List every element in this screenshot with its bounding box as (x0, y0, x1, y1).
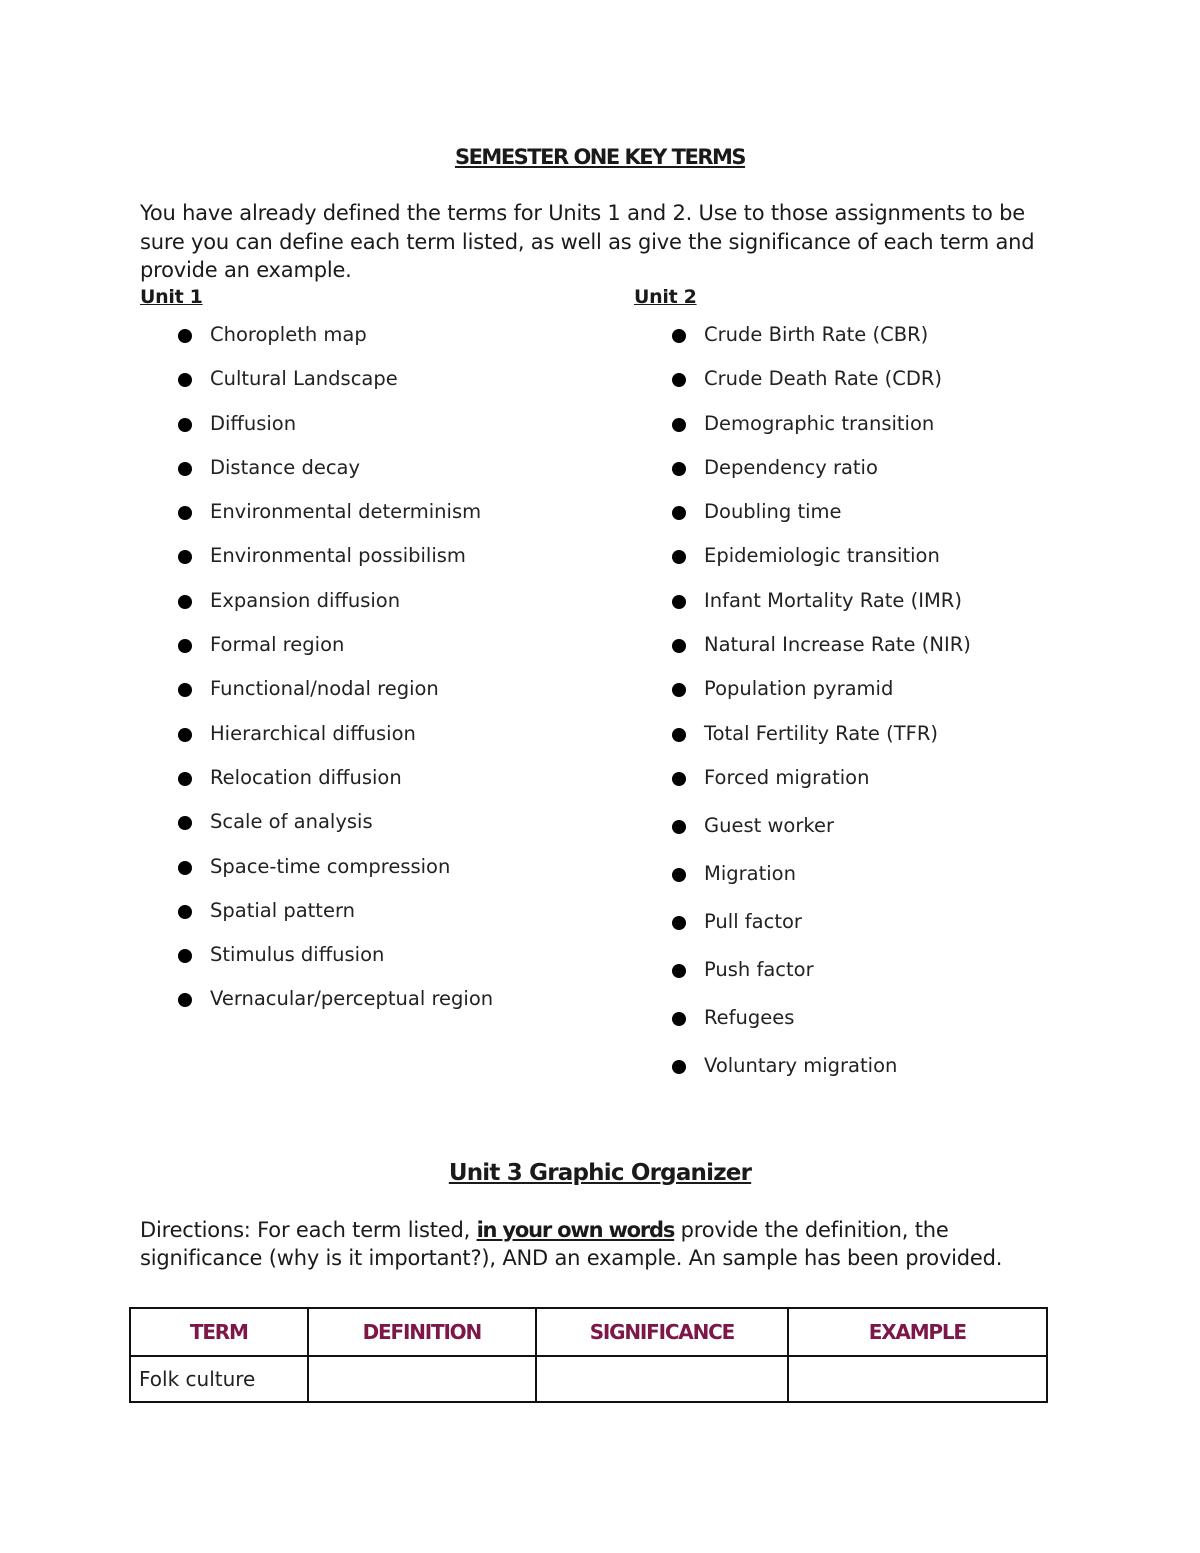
bullet-icon (178, 683, 192, 697)
term-item (634, 499, 1104, 543)
bullet-icon (178, 861, 192, 875)
bullet-icon (178, 462, 192, 476)
term-label: Formal region (210, 633, 345, 657)
unit-1-column (140, 284, 610, 1031)
term-item (140, 632, 610, 676)
term-item (634, 813, 1104, 861)
bullet-icon (672, 772, 686, 786)
term-label: Crude Death Rate (CDR) (704, 367, 943, 391)
term-label: Hierarchical diffusion (210, 721, 416, 745)
graphic-organizer-table (129, 1307, 1048, 1403)
cell-significance[interactable] (536, 1356, 788, 1402)
cell-example[interactable] (788, 1356, 1047, 1402)
bullet-icon (178, 506, 192, 520)
term-label: Relocation diffusion (210, 765, 402, 789)
bullet-icon (672, 728, 686, 742)
term-label: Forced migration (704, 765, 870, 789)
term-label: Spatial pattern (210, 898, 355, 922)
term-item (140, 898, 610, 942)
term-label: Pull factor (704, 909, 802, 933)
term-label: Guest worker (704, 813, 834, 837)
term-label: Demographic transition (704, 411, 935, 435)
bullet-icon (178, 728, 192, 742)
bullet-icon (178, 418, 192, 432)
term-label: Stimulus diffusion (210, 943, 385, 967)
bullet-icon (178, 595, 192, 609)
bullet-icon (178, 905, 192, 919)
term-item (634, 588, 1104, 632)
unit-2-column (634, 284, 1104, 1101)
table-row (130, 1356, 1047, 1402)
term-item (140, 765, 610, 809)
bullet-icon (672, 595, 686, 609)
directions-paragraph (140, 1216, 1060, 1272)
term-item (634, 861, 1104, 909)
term-label: Migration (704, 861, 796, 885)
bullet-icon (178, 550, 192, 564)
term-label: Epidemiologic transition (704, 544, 940, 568)
term-item (140, 455, 610, 499)
term-item (140, 986, 610, 1030)
bullet-icon (178, 373, 192, 387)
bullet-icon (672, 1060, 686, 1074)
term-label: Population pyramid (704, 677, 894, 701)
term-item (140, 854, 610, 898)
bullet-icon (672, 373, 686, 387)
term-item (634, 455, 1104, 499)
bullet-icon (672, 639, 686, 653)
directions-text-start: Directions: For each term listed, (140, 1218, 477, 1242)
bullet-icon (178, 329, 192, 343)
term-item (140, 942, 610, 986)
term-item (140, 676, 610, 720)
term-item (634, 543, 1104, 587)
term-item (634, 1005, 1104, 1053)
term-item (140, 499, 610, 543)
term-item (140, 721, 610, 765)
term-item (634, 909, 1104, 957)
term-label: Environmental determinism (210, 500, 482, 524)
directions-emphasis: in your own words (476, 1218, 675, 1242)
header-term: TERM (130, 1308, 308, 1356)
bullet-icon (672, 683, 686, 697)
term-label: Vernacular/perceptual region (210, 987, 494, 1011)
bullet-icon (672, 329, 686, 343)
bullet-icon (672, 462, 686, 476)
term-label: Scale of analysis (210, 810, 373, 834)
term-label: Refugees (704, 1005, 795, 1029)
term-label: Total Fertility Rate (TFR) (704, 721, 938, 745)
bullet-icon (672, 1012, 686, 1026)
bullet-icon (178, 816, 192, 830)
term-item (634, 411, 1104, 455)
term-item (140, 366, 610, 410)
term-item (634, 366, 1104, 410)
page-title: SEMESTER ONE KEY TERMS (454, 145, 746, 169)
term-label: Cultural Landscape (210, 367, 398, 391)
bullet-icon (672, 916, 686, 930)
cell-term: Folk culture (130, 1356, 308, 1402)
term-label: Voluntary migration (704, 1053, 898, 1077)
term-label: Distance decay (210, 455, 361, 479)
bullet-icon (672, 506, 686, 520)
bullet-icon (178, 772, 192, 786)
bullet-icon (672, 418, 686, 432)
header-significance: SIGNIFICANCE (536, 1308, 788, 1356)
term-label: Diffusion (210, 411, 297, 435)
header-definition: DEFINITION (308, 1308, 537, 1356)
bullet-icon (672, 868, 686, 882)
term-item (140, 588, 610, 632)
intro-paragraph: You have already defined the terms for Units 1 and 2. Use to those assignments to be sure you can define each term listed, as well as give the significance of each term and provide an example. (140, 201, 1035, 282)
term-label: Push factor (704, 957, 814, 981)
directions-text-end: provide the definition, the significance (why is it important?), AND an example. An sample has been provided. (140, 1218, 1003, 1270)
term-label: Natural Increase Rate (NIR) (704, 633, 971, 657)
term-item (634, 957, 1104, 1005)
term-label: Choropleth map (210, 323, 367, 346)
term-item (634, 765, 1104, 813)
unit-1-term-list (140, 322, 610, 1031)
term-label: Expansion diffusion (210, 588, 401, 612)
unit-1-heading: Unit 1 (140, 286, 203, 308)
term-label: Environmental possibilism (210, 544, 466, 568)
term-item (140, 411, 610, 455)
cell-definition[interactable] (308, 1356, 537, 1402)
unit-3-title: Unit 3 Graphic Organizer (448, 1160, 752, 1186)
bullet-icon (672, 820, 686, 834)
bullet-icon (178, 639, 192, 653)
bullet-icon (672, 964, 686, 978)
term-item (634, 721, 1104, 765)
unit-2-heading: Unit 2 (634, 286, 697, 308)
term-label: Doubling time (704, 500, 842, 524)
term-item (634, 632, 1104, 676)
term-item (634, 676, 1104, 720)
bullet-icon (178, 949, 192, 963)
bullet-icon (672, 550, 686, 564)
term-item (140, 543, 610, 587)
term-label: Dependency ratio (704, 455, 878, 479)
term-label: Infant Mortality Rate (IMR) (704, 588, 962, 612)
term-label: Functional/nodal region (210, 677, 439, 701)
bullet-icon (178, 993, 192, 1007)
term-label: Crude Birth Rate (CBR) (704, 323, 929, 346)
term-item (140, 809, 610, 853)
header-example: EXAMPLE (788, 1308, 1047, 1356)
term-label: Space-time compression (210, 854, 451, 878)
table-header-row (130, 1308, 1047, 1356)
term-item (634, 1053, 1104, 1101)
unit-2-term-list (634, 322, 1104, 1101)
term-item (140, 322, 610, 366)
term-item (634, 322, 1104, 366)
